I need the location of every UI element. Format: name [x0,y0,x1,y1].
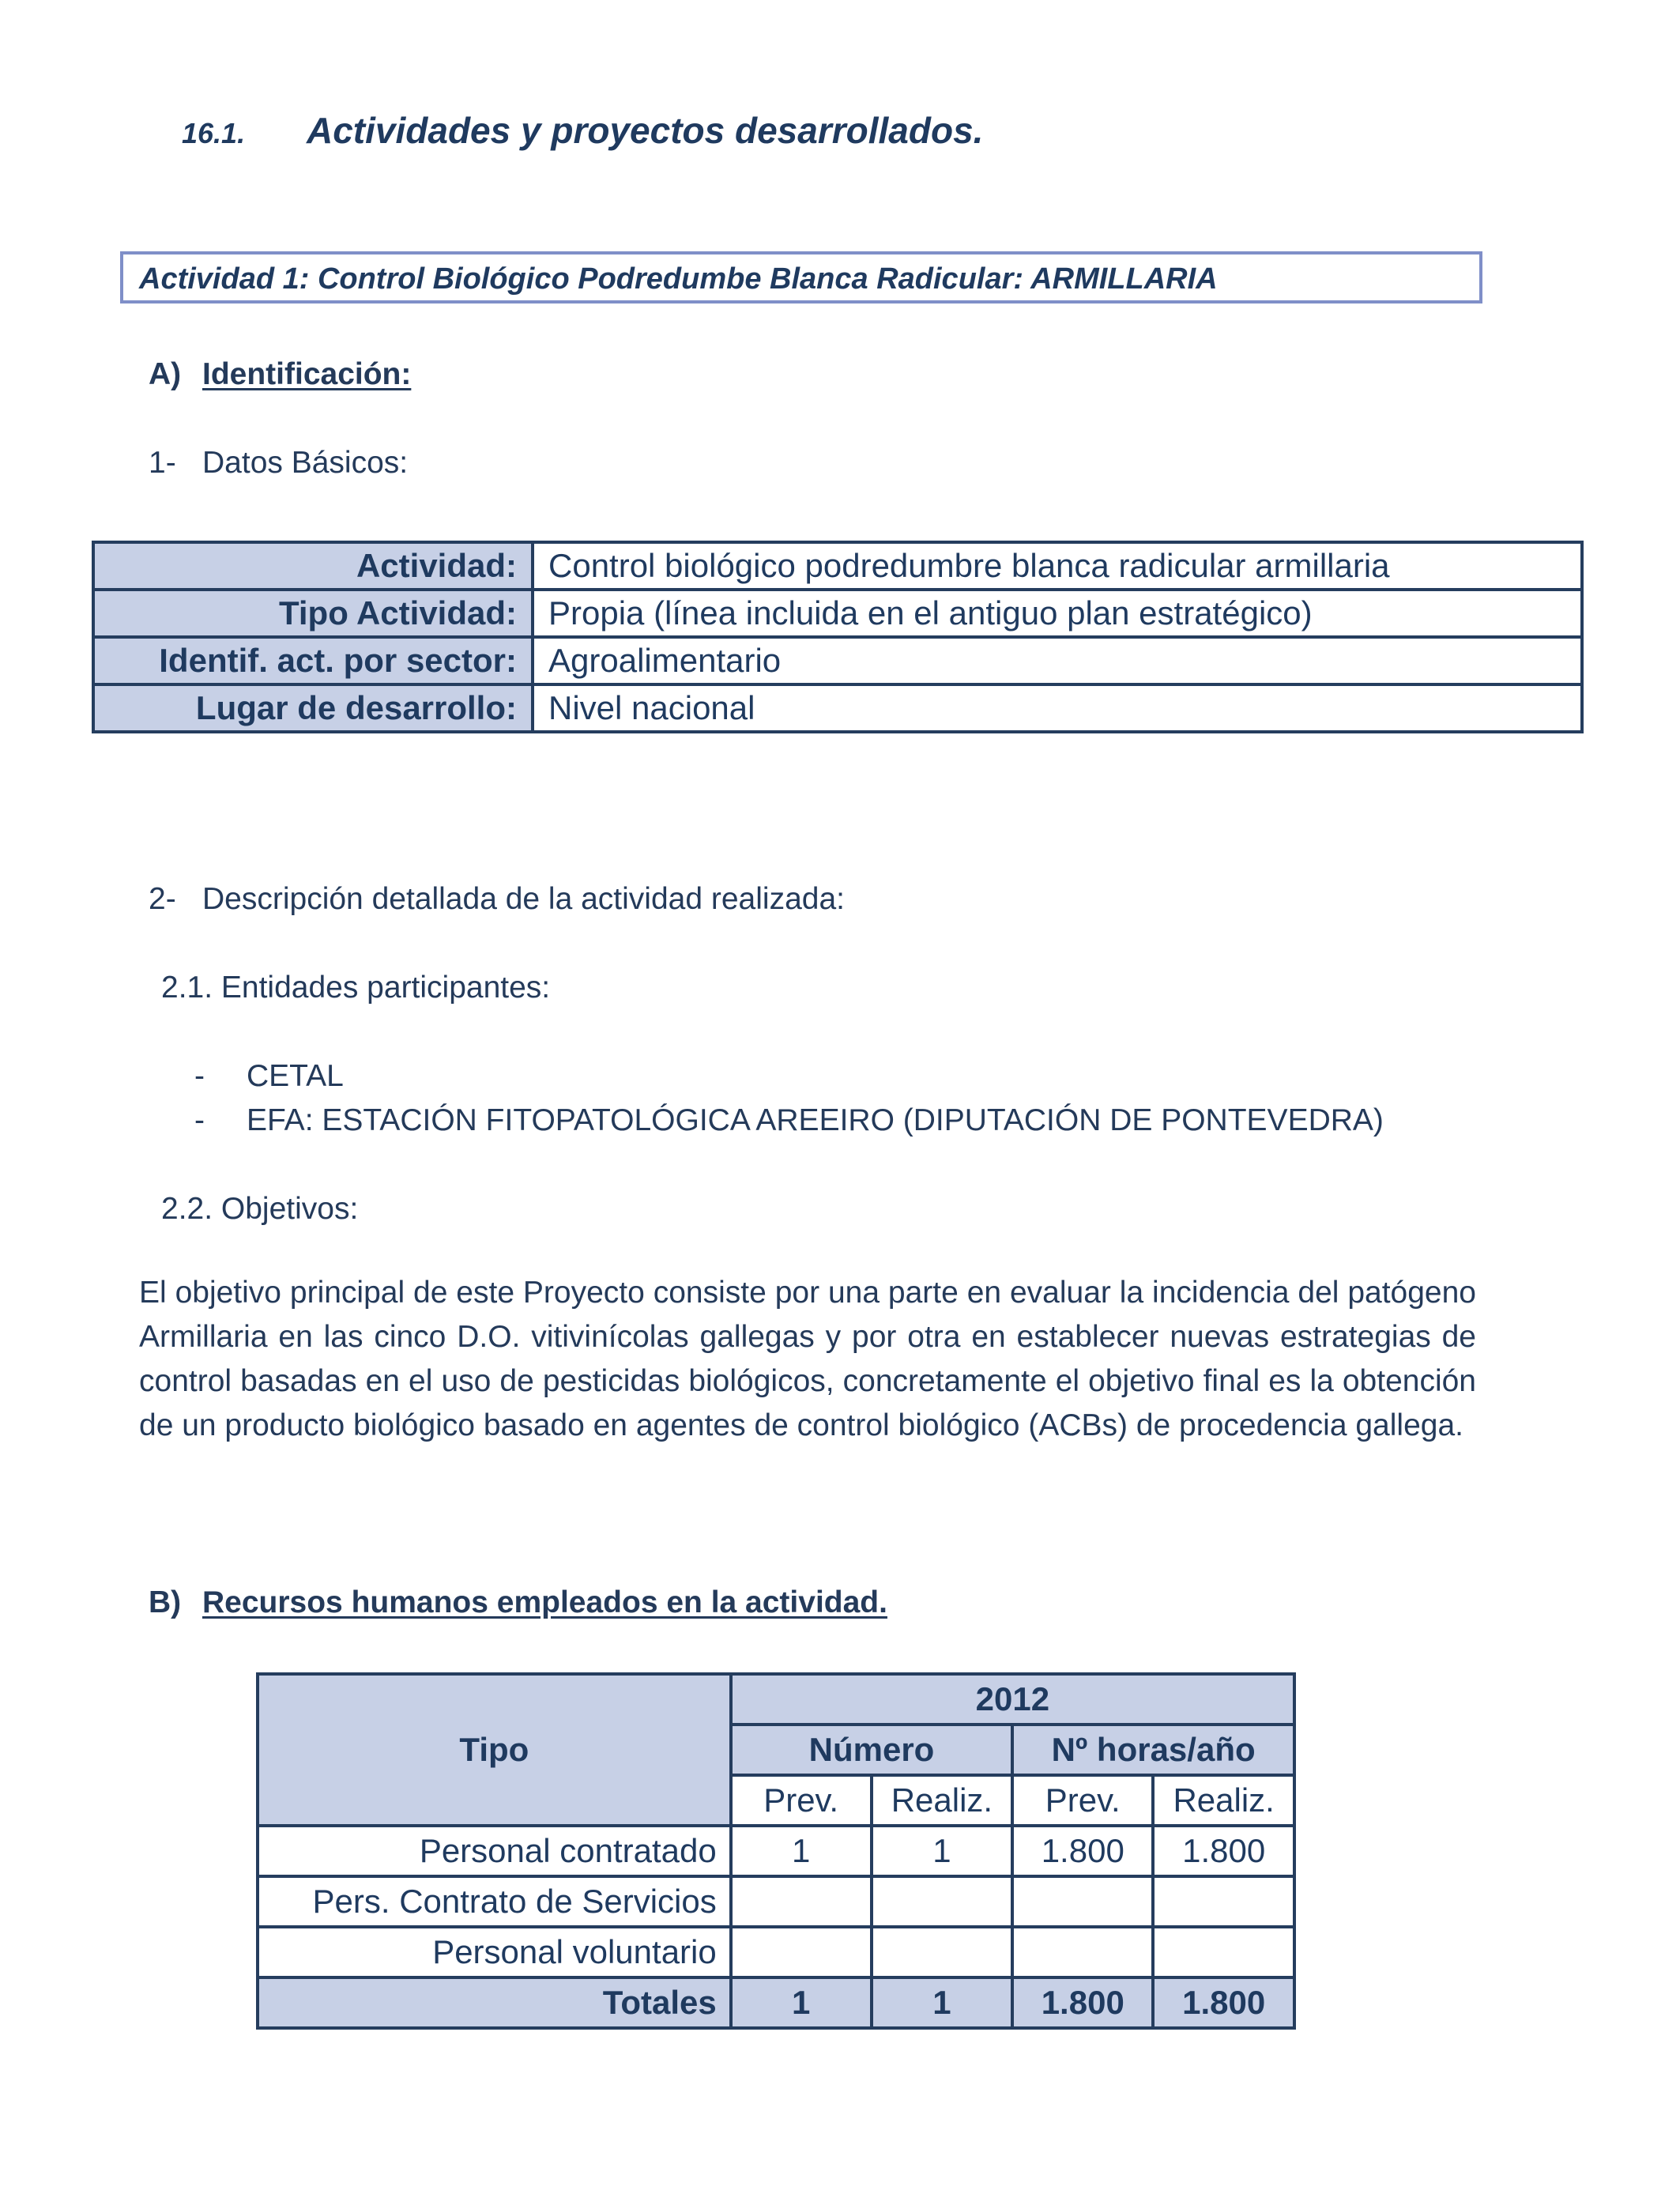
section-title-text: Actividades y proyectos desarrollados. [307,110,984,151]
num-real-cell: 1 [872,1826,1013,1876]
totals-horas-prev: 1.800 [1012,1977,1153,2028]
horas-real-cell: 1.800 [1153,1826,1294,1876]
list-item [194,1103,1384,1138]
basic-value: Control biológico podredumbre blanca radicular armillaria [533,542,1582,590]
identificacion-heading [149,357,411,392]
basic-label: Tipo Actividad: [93,590,533,637]
objetivos-paragraph: El objetivo principal de este Proyecto consiste por una parte en evaluar la incidencia del patógeno Armillaria en las cinco D.O. vitivinícolas gallegas y por otra en establecer nuevas estrategias de control basadas en el uso de pesticidas biológicos, concretamente el objetivo final es la obtención de un producto biológico basado en agentes de control biológico (ACBs) de procedencia gallega. [139,1276,1476,1442]
year-header: 2012 [731,1674,1294,1725]
basic-label: Lugar de desarrollo: [93,684,533,732]
identificacion-letter: A) [149,357,182,391]
datos-basicos-heading [149,446,408,481]
table-row [93,637,1582,684]
recursos-title: Recursos humanos empleados en la actividad. [202,1585,887,1619]
table-row [258,1927,1294,1977]
human-resources-table [256,1672,1296,2030]
list-item-text: CETAL [247,1059,344,1093]
identificacion-title: Identificación: [202,357,412,391]
basic-value: Nivel nacional [533,684,1582,732]
num-prev-cell [731,1927,872,1977]
sub-header: Prev. [731,1775,872,1826]
table-row [93,684,1582,732]
totals-row [258,1977,1294,2028]
sub-header: Realiz. [872,1775,1013,1826]
totals-num-real: 1 [872,1977,1013,2028]
datos-basicos-number: 1- [149,446,176,480]
horas-real-cell [1153,1927,1294,1977]
table-row [258,1674,1294,1725]
basic-value: Propia (línea incluida en el antiguo plan estratégico) [533,590,1582,637]
list-item [194,1059,344,1094]
bullet-dash: - [194,1103,205,1137]
descripcion-label: Descripción detallada de la actividad realizada: [202,882,845,916]
totals-horas-real: 1.800 [1153,1977,1294,2028]
recursos-letter: B) [149,1585,182,1619]
num-prev-cell [731,1876,872,1927]
sub-header: Realiz. [1153,1775,1294,1826]
row-tipo: Personal voluntario [258,1927,731,1977]
recursos-heading [149,1585,887,1620]
basic-label: Identif. act. por sector: [93,637,533,684]
datos-basicos-label: Datos Básicos: [202,446,409,480]
table-row [93,542,1582,590]
numero-header: Número [731,1725,1012,1775]
horas-prev-cell: 1.800 [1012,1826,1153,1876]
entidades-heading: 2.1. Entidades participantes: [161,971,551,1005]
horas-prev-cell [1012,1927,1153,1977]
num-prev-cell: 1 [731,1826,872,1876]
num-real-cell [872,1927,1013,1977]
objetivos-heading: 2.2. Objetivos: [161,1192,359,1226]
list-item-text: EFA: ESTACIÓN FITOPATOLÓGICA AREEIRO (DIPUTACIÓN DE PONTEVEDRA) [247,1103,1384,1137]
horas-prev-cell [1012,1876,1153,1927]
basic-data-table [92,541,1584,733]
sub-header: Prev. [1012,1775,1153,1826]
num-real-cell [872,1876,1013,1927]
horas-real-cell [1153,1876,1294,1927]
horas-header: Nº horas/año [1012,1725,1294,1775]
tipo-header: Tipo [258,1674,731,1826]
section-number: 16.1. [182,117,246,149]
totals-num-prev: 1 [731,1977,872,2028]
table-row [93,590,1582,637]
basic-value: Agroalimentario [533,637,1582,684]
row-tipo: Personal contratado [258,1826,731,1876]
row-tipo: Pers. Contrato de Servicios [258,1876,731,1927]
totals-label: Totales [258,1977,731,2028]
descripcion-number: 2- [149,882,176,916]
activity-header: Actividad 1: Control Biológico Podredumbe Blanca Radicular: ARMILLARIA [120,251,1482,303]
descripcion-heading [149,882,845,917]
table-row [258,1876,1294,1927]
table-row [258,1826,1294,1876]
bullet-dash: - [194,1059,205,1093]
basic-label: Actividad: [93,542,533,590]
section-title [182,109,983,152]
